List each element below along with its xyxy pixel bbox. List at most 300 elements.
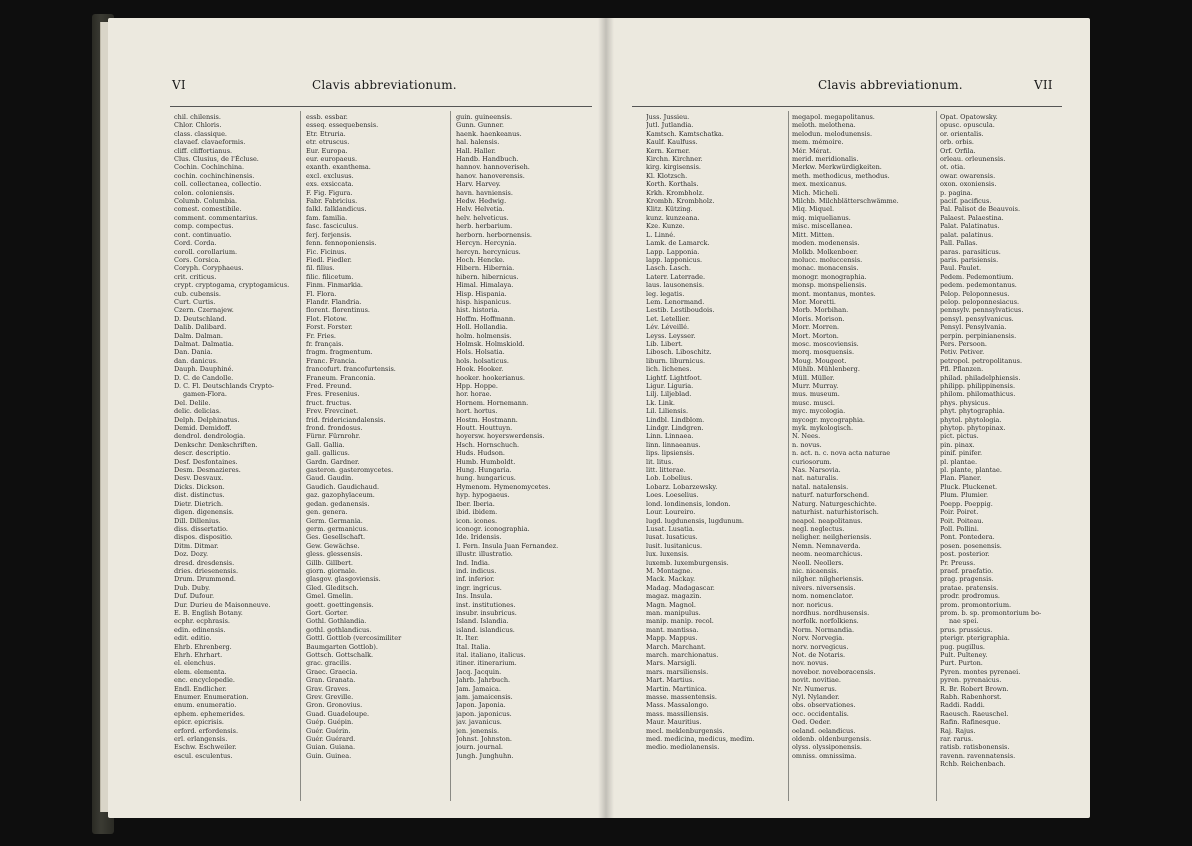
abbreviation-entry: masse. massentensis. (646, 693, 717, 702)
abbreviation-entry: elem. elementa. (174, 667, 227, 676)
abbreviation-entry: Gottl. Gottlob (vercosimiliter (306, 634, 402, 643)
abbreviation-entry: Del. Delile. (174, 398, 211, 407)
abbreviation-entry: Raj. Rajus. (940, 726, 976, 735)
abbreviation-entry: essb. essbar. (306, 113, 348, 121)
abbreviation-entry: ital. italiano, italicus. (456, 651, 526, 659)
abbreviation-entry: fr. français. (306, 339, 344, 348)
abbreviation-entry: gedan. gedanensis. (306, 499, 370, 508)
abbreviation-entry: mont. montanus, montes. (792, 289, 876, 298)
abbreviation-entry: orb. orbis. (940, 138, 974, 147)
abbreviation-entry: Hols. Holsatia. (456, 348, 505, 357)
abbreviation-entry: fam. familia. (306, 213, 348, 222)
abbreviation-entry: Fl. Flora. (306, 289, 337, 298)
abbreviation-entry: Japon. Japonia. (456, 701, 506, 710)
abbreviation-entry: rar. rarus. (940, 735, 974, 744)
abbreviation-entry: medio. mediolanensis. (646, 743, 720, 752)
abbreviation-entry: luxemb. luxemburgensis. (646, 558, 729, 567)
abbreviation-entry: hanov. hanoverensis. (456, 171, 525, 180)
abbreviation-entry: Milchb. Milchblätterschwämme. (792, 197, 899, 206)
abbreviation-entry: I. Fern. Insula Juan Fernandez. (456, 541, 559, 550)
abbreviation-entry: perpin. perpinianensis. (940, 331, 1017, 340)
abbreviation-entry: Ind. India. (456, 558, 490, 567)
abbreviation-entry: francofurt. francofurtensis. (306, 365, 396, 374)
abbreviation-entry: Pluck. Pluckenet. (940, 482, 998, 491)
abbreviation-entry: March. Marchant. (646, 642, 706, 651)
abbreviation-entry: hooker. hookerianus. (456, 373, 525, 382)
abbreviation-entry: Flandr. Flandria. (306, 297, 362, 306)
abbreviation-entry: coroll. corollarium. (174, 247, 238, 256)
abbreviation-entry: orleau. orleunensis. (940, 155, 1006, 164)
abbreviation-entry: colon. coloniensis. (174, 188, 235, 197)
abbreviation-entry: mex. mexicanus. (792, 180, 847, 189)
abbreviation-entry: naturhist. naturhistorisch. (792, 508, 879, 517)
abbreviation-entry: nom. nomenclator. (792, 592, 854, 601)
abbreviation-entry: Hedw. Hedwig. (456, 197, 507, 206)
abbreviation-entry: Lindgr. Lindgren. (646, 424, 704, 433)
abbreviation-entry: N. Nees. (792, 432, 821, 441)
abbreviation-entry: lugd. lugdunensis, lugdunum. (646, 516, 744, 525)
abbreviation-entry: Desv. Desvaux. (174, 474, 224, 483)
abbreviation-entry: pinif. pinifer. (940, 449, 983, 458)
abbreviation-entry: esseq. essequebensis. (306, 121, 379, 130)
abbreviation-entry: Fres. Fresenius. (306, 390, 360, 399)
abbreviation-entry: comment. commentarius. (174, 213, 258, 222)
abbreviation-entry: Madag. Madagascar. (646, 583, 715, 592)
abbreviation-entry: hoyersw. hoyerswerdensis. (456, 432, 545, 441)
abbreviation-entry: Huds. Hudson. (456, 449, 506, 458)
abbreviation-entry: Ditm. Ditmar. (174, 541, 219, 550)
abbreviation-entry: monac. monacensis. (792, 264, 859, 273)
abbreviation-entry: ingr. ingricus. (456, 583, 502, 592)
abbreviation-entry: helv. helveticus. (456, 213, 509, 222)
abbreviation-entry: manip. manip. recol. (646, 617, 714, 626)
abbreviation-entry: Plum. Plumier. (940, 491, 989, 500)
abbreviation-entry: Pal. Palisot de Beauvois. (940, 205, 1021, 214)
abbreviation-entry: Morb. Morbihan. (792, 306, 849, 315)
abbreviation-entry: kunz. kunzeana. (646, 213, 700, 222)
abbreviation-entry: Pelop. Peloponnesus. (940, 289, 1010, 298)
abbreviation-entry: Johnst. Johnston. (456, 735, 512, 744)
abbreviation-entry: Let. Letellier. (646, 314, 691, 323)
abbreviation-entry: Raeusch. Raeuschel. (940, 709, 1009, 718)
abbreviation-entry: Gothl. Gothlandia. (306, 617, 367, 626)
abbreviation-entry: Lobarz. Lobarzewsky. (646, 482, 718, 491)
abbreviation-entry: Fr. Fries. (306, 331, 336, 340)
abbreviation-entry: Moug. Mougeot. (792, 356, 847, 365)
abbreviation-entry: Mack. Mackay. (646, 575, 696, 584)
abbreviation-entry: Opat. Opatowsky. (940, 113, 998, 121)
abbreviation-entry: Lapp. Lapponia. (646, 247, 700, 256)
abbreviation-entry: Mass. Massalongo. (646, 701, 709, 710)
abbreviation-entry: mosc. moscoviensis. (792, 339, 859, 348)
abbreviation-entry: Mars. Marsigli. (646, 659, 697, 668)
abbreviation-entry: Helv. Helvetia. (456, 205, 505, 214)
abbreviation-entry: neom. neomarchicus. (792, 550, 863, 559)
abbreviation-entry: Hisp. Hispania. (456, 289, 507, 298)
abbreviation-entry: Miq. Miquel. (792, 205, 835, 214)
abbreviation-entry: Ges. Gesellschaft. (306, 533, 366, 542)
abbreviation-entry: Dauph. Dauphiné. (174, 365, 234, 374)
left-column-3 (456, 113, 598, 760)
abbreviation-entry: nordhus. nordhusensis. (792, 608, 870, 617)
abbreviation-entry: japon. japonicus. (456, 709, 512, 718)
abbreviation-entry: Laterr. Laterrade. (646, 272, 706, 281)
abbreviation-entry: edin. edinensis. (174, 625, 226, 634)
abbreviation-entry: cliff. cliffortianus. (174, 146, 233, 155)
abbreviation-entry: Jahrb. Jahrbuch. (456, 676, 511, 685)
book-gutter-shadow (598, 18, 614, 818)
abbreviation-entry: chil. chilensis. (174, 113, 221, 121)
abbreviation-entry: gasteron. gasteromycetes. (306, 466, 394, 475)
abbreviation-entry: Oed. Oeder. (792, 718, 832, 727)
abbreviation-entry: naturf. naturforschend. (792, 491, 870, 500)
abbreviation-entry: Dietr. Dietrich. (174, 499, 224, 508)
abbreviation-entry: escul. esculentus. (174, 751, 233, 760)
abbreviation-entry: hannov. hannoveriseh. (456, 163, 530, 172)
abbreviation-entry: Ehrh. Ehrhart. (174, 651, 223, 659)
abbreviation-entry: philom. philomathicus. (940, 390, 1016, 399)
abbreviation-entry: Franc. Francia. (306, 356, 357, 365)
abbreviation-entry: Gron. Gronovius. (306, 701, 363, 710)
abbreviation-entry: clavaef. clavaeformis. (174, 138, 246, 147)
abbreviation-entry: Lem. Lenormand. (646, 297, 705, 306)
abbreviation-entry: ecphr. ecphrasis. (174, 617, 230, 626)
abbreviation-entry: ephem. ephemerides. (174, 709, 245, 718)
abbreviation-entry: posen. posenensis. (940, 541, 1002, 550)
abbreviation-entry: island. islandicus. (456, 625, 515, 634)
abbreviation-entry: pratae. pratensis. (940, 583, 999, 592)
abbreviation-entry: Ligur. Liguria. (646, 382, 694, 390)
abbreviation-entry: Desm. Desmazieres. (174, 466, 241, 475)
abbreviation-entry: Czern. Czernajew. (174, 306, 234, 315)
abbreviation-entry: Clus. Clusius, de l'Écluse. (174, 155, 259, 164)
abbreviation-entry: iconogr. iconographia. (456, 524, 530, 533)
abbreviation-entry: Chlor. Chloris. (174, 121, 222, 130)
abbreviation-entry: pterigr. pterigraphia. (940, 634, 1010, 643)
abbreviation-entry: Martin. Martinica. (646, 684, 707, 693)
abbreviation-entry: Poepp. Poeppig. (940, 499, 993, 508)
abbreviation-entry: D. C. de Candolle. (174, 373, 234, 382)
abbreviation-entry: lapp. lapponicus. (646, 255, 703, 264)
abbreviation-entry: novebor. noveboracensis. (792, 667, 876, 676)
abbreviation-entry: Jungh. Junghuhn. (456, 751, 514, 760)
abbreviation-entry: meth. methodicus, methodus. (792, 171, 890, 180)
abbreviation-entry: philipp. philippinensis. (940, 382, 1016, 390)
abbreviation-entry: Columb. Columbia. (174, 197, 238, 206)
abbreviation-entry: Mart. Martius. (646, 676, 695, 685)
abbreviation-entry: crit. criticus. (174, 272, 217, 281)
abbreviation-entry: Doz. Dozy. (174, 550, 209, 559)
abbreviation-entry: hor. horae. (456, 390, 492, 399)
abbreviation-entry: morq. mosquensis. (792, 348, 855, 357)
abbreviation-entry: Petiv. Petiver. (940, 348, 985, 357)
abbreviation-entry: oldenb. oldenburgensis. (792, 735, 872, 744)
abbreviation-entry: Ital. Italia. (456, 642, 491, 651)
abbreviation-entry: L. Linné. (646, 230, 676, 239)
abbreviation-entry: norv. norvegicus. (792, 642, 849, 651)
abbreviation-entry: n. act. n. c. nova acta naturae (792, 449, 891, 458)
abbreviation-entry: erford. erfordensis. (174, 726, 239, 735)
abbreviation-entry: Mitt. Mitten. (792, 230, 835, 239)
abbreviation-entry: petropol. petropolitanus. (940, 356, 1023, 365)
abbreviation-entry: med. medicina, medicus, medim. (646, 735, 755, 744)
abbreviation-entry: Gunn. Gunner. (456, 121, 504, 130)
abbreviation-entry: goett. goettingensis. (306, 600, 374, 609)
abbreviation-entry: Hoffm. Hoffmann. (456, 314, 516, 323)
right-column-3 (940, 113, 1068, 769)
abbreviation-entry: Hostm. Hostmann. (456, 415, 518, 424)
abbreviation-entry: myk. mykologisch. (792, 424, 854, 433)
abbreviation-entry: mecl. meklenburgensis. (646, 726, 725, 735)
abbreviation-entry: Pult. Pulteney. (940, 651, 988, 659)
abbreviation-entry: Endl. Endlicher. (174, 684, 227, 693)
abbreviation-entry: Paul. Paulet. (940, 264, 982, 273)
abbreviation-entry: Poll. Pollini. (940, 524, 979, 533)
abbreviation-entry: Guér. Guérin. (306, 726, 351, 735)
abbreviation-entry: nivers. niversensis. (792, 583, 856, 592)
abbreviation-entry: mant. mantissa. (646, 625, 699, 634)
abbreviation-entry: Graec. Graecia. (306, 667, 358, 676)
abbreviation-entry: Gew. Gewächse. (306, 541, 360, 550)
abbreviation-entry: Fred. Freund. (306, 382, 352, 390)
abbreviation-entry: lit. litus. (646, 457, 674, 466)
left-column-1 (174, 113, 296, 760)
abbreviation-entry: phyt. phytographia. (940, 407, 1005, 416)
abbreviation-entry: monsp. monspeliensis. (792, 281, 867, 290)
abbreviation-entry: magaz. magazin. (646, 592, 702, 601)
abbreviation-entry: obs. observationes. (792, 701, 856, 710)
abbreviation-entry: dries. driesenensis. (174, 566, 239, 575)
abbreviation-entry: lich. lichenes. (646, 365, 692, 374)
abbreviation-entry: Krombh. Krombholz. (646, 197, 715, 206)
abbreviation-entry: Flot. Flotow. (306, 314, 348, 323)
abbreviation-entry: Gran. Granata. (306, 676, 356, 685)
abbreviation-entry: Eschw. Eschweiler. (174, 743, 237, 752)
abbreviation-entry: pict. pictus. (940, 432, 979, 441)
abbreviation-entry: Frev. Frevcinet. (306, 407, 359, 416)
abbreviation-entry: Guian. Guiana. (306, 743, 356, 752)
abbreviation-entry: Lasch. Lasch. (646, 264, 691, 273)
abbreviation-entry: paris. parisiensis. (940, 255, 999, 264)
abbreviation-entry: negl. neglectus. (792, 524, 845, 533)
abbreviation-entry: Delph. Delphinatus. (174, 415, 240, 424)
abbreviation-entry: havn. havniensis. (456, 188, 513, 197)
abbreviation-entry: Lestib. Lestiboudois. (646, 306, 715, 315)
abbreviation-entry: edit. editio. (174, 634, 212, 643)
abbreviation-entry: Dalib. Dalibard. (174, 323, 227, 332)
abbreviation-entry: coll. collectanea, collectio. (174, 180, 262, 189)
abbreviation-entry: dispos. dispositio. (174, 533, 233, 542)
abbreviation-entry: gamen-Flora. (183, 390, 227, 399)
abbreviation-entry: paras. parasiticus. (940, 247, 1001, 256)
abbreviation-entry: pedem. pedemontanus. (940, 281, 1017, 290)
abbreviation-entry: mycogr. mycographia. (792, 415, 865, 424)
abbreviation-entry: liburn. liburnicus. (646, 356, 706, 365)
abbreviation-entry: Cors. Corsica. (174, 255, 221, 264)
abbreviation-entry: gothl. gothlandicus. (306, 625, 372, 634)
abbreviation-entry: ind. indicus. (456, 566, 497, 575)
abbreviation-entry: man. manipulus. (646, 608, 701, 617)
abbreviation-entry: gaz. gazophylaceum. (306, 491, 375, 500)
abbreviation-entry: Humb. Humboldt. (456, 457, 516, 466)
abbreviation-entry: Denkschr. Denkschriften. (174, 440, 258, 449)
abbreviation-entry: Gottsch. Gottschalk. (306, 651, 374, 659)
abbreviation-entry: Pont. Pontedera. (940, 533, 995, 542)
abbreviation-entry: hisp. hispanicus. (456, 297, 512, 306)
abbreviation-entry: owar. owarensis. (940, 171, 996, 180)
abbreviation-entry: haenk. haenkeanus. (456, 129, 522, 138)
abbreviation-entry: comest. comestibile. (174, 205, 242, 214)
abbreviation-entry: palat. palatinus. (940, 230, 994, 239)
abbreviation-entry: Dur. Durieu de Maisonneuve. (174, 600, 271, 609)
abbreviation-entry: Lour. Loureiro. (646, 508, 696, 517)
abbreviation-entry: hung. hungaricus. (456, 474, 516, 483)
abbreviation-entry: Hoch. Hencke. (456, 255, 505, 264)
abbreviation-entry: Cochin. Cochinchina. (174, 163, 245, 172)
abbreviation-entry: Plan. Planer. (940, 474, 982, 483)
abbreviation-entry: giorn. giornale. (306, 566, 357, 575)
abbreviation-entry: Korth. Korthals. (646, 180, 699, 189)
abbreviation-entry: Jutl. Jutlandia. (646, 121, 694, 130)
abbreviation-entry: lusat. lusaticus. (646, 533, 698, 542)
abbreviation-entry: Linn. Linnaea. (646, 432, 694, 441)
abbreviation-entry: Eur. Europa. (306, 146, 348, 155)
abbreviation-entry: mem. mémoire. (792, 138, 844, 147)
abbreviation-entry: leg. legatis. (646, 289, 685, 298)
abbreviation-entry: Pall. Pallas. (940, 239, 978, 248)
abbreviation-entry: Müll. Müller. (792, 373, 835, 382)
abbreviation-entry: Mühlb. Mühlenberg. (792, 365, 860, 374)
abbreviation-entry: prom. promontorium. (940, 600, 1012, 609)
abbreviation-entry: enc. encyclopedie. (174, 676, 235, 685)
abbreviation-entry: hort. hortus. (456, 407, 498, 416)
abbreviation-entry: crypt. cryptogama, cryptogamicus. (174, 281, 290, 290)
abbreviation-entry: cont. continuatio. (174, 230, 232, 239)
right-column-2 (792, 113, 932, 760)
abbreviation-entry: Lob. Lobelius. (646, 474, 693, 483)
column-divider (936, 111, 937, 801)
abbreviation-entry: Lindbl. Lindblom. (646, 415, 705, 424)
abbreviation-entry: Kern. Kerner. (646, 146, 691, 155)
abbreviation-entry: Hercyn. Hercynia. (456, 239, 517, 248)
abbreviation-entry: Lib. Libert. (646, 339, 683, 348)
abbreviation-entry: herb. herbarium. (456, 222, 513, 231)
abbreviation-entry: Etr. Etruria. (306, 129, 346, 138)
abbreviation-entry: Gled. Gleditsch. (306, 583, 359, 592)
abbreviation-entry: Molkb. Molkenboer. (792, 247, 858, 256)
abbreviation-entry: Hall. Haller. (456, 146, 496, 155)
abbreviation-entry: Baumgarten Gottlob). (306, 642, 378, 651)
abbreviation-entry: pl. plante, plantae. (940, 466, 1002, 475)
abbreviation-entry: el. elenchus. (174, 659, 216, 668)
abbreviation-entry: Gort. Gorter. (306, 608, 349, 617)
abbreviation-entry: Holl. Hollandia. (456, 323, 508, 332)
abbreviation-entry: lux. luxensis. (646, 550, 689, 559)
abbreviation-entry: phytol. phytologia. (940, 415, 1002, 424)
abbreviation-entry: Handb. Handbuch. (456, 155, 519, 164)
abbreviation-entry: monogr. monographia. (792, 272, 867, 281)
abbreviation-entry: megapol. megapolitanus. (792, 113, 875, 121)
abbreviation-entry: Purt. Purton. (940, 659, 983, 668)
abbreviation-entry: class. classique. (174, 129, 228, 138)
abbreviation-entry: illustr. illustratio. (456, 550, 513, 559)
abbreviation-entry: Mort. Morton. (792, 331, 839, 340)
abbreviation-entry: Kze. Kunze. (646, 222, 685, 231)
abbreviation-entry: fil. filius. (306, 264, 335, 273)
abbreviation-entry: Gaudich. Gaudichaud. (306, 482, 380, 491)
abbreviation-entry: pl. plantae. (940, 457, 978, 466)
abbreviation-entry: florent. florentinus. (306, 306, 370, 315)
abbreviation-entry: fasc. fasciculus. (306, 222, 359, 231)
abbreviation-entry: icon. icones. (456, 516, 498, 525)
abbreviation-entry: Morr. Morren. (792, 323, 840, 332)
abbreviation-entry: Nas. Narsovia. (792, 466, 841, 475)
abbreviation-entry: ibid. ibidem. (456, 508, 498, 517)
abbreviation-entry: moden. modenensis. (792, 239, 860, 248)
abbreviation-entry: glasgov. glasgoviensis. (306, 575, 381, 584)
abbreviation-entry: Island. Islandia. (456, 617, 509, 626)
abbreviation-entry: prodr. prodromus. (940, 592, 1000, 601)
abbreviation-entry: nor. noricus. (792, 600, 834, 609)
abbreviation-entry: Hook. Hooker. (456, 365, 504, 374)
abbreviation-entry: ot. otia. (940, 163, 966, 172)
abbreviation-entry: frid. fridericiandalensis. (306, 415, 386, 424)
abbreviation-entry: mus. museum. (792, 390, 840, 399)
abbreviation-entry: jav. javanicus. (456, 718, 502, 727)
abbreviation-entry: descr. descriptio. (174, 449, 231, 458)
abbreviation-entry: Gillb. Gillbert. (306, 558, 353, 567)
abbreviation-entry: Harv. Harvey. (456, 180, 501, 189)
abbreviation-entry: filic. filicetum. (306, 272, 354, 281)
abbreviation-entry: phytop. phytopinax. (940, 424, 1006, 433)
abbreviation-entry: Kaulf. Kaulfuss. (646, 138, 698, 147)
abbreviation-entry: p. pagina. (940, 188, 973, 197)
abbreviation-entry: olyss. olyssiponensis. (792, 743, 862, 752)
abbreviation-entry: merid. meridionalis. (792, 155, 859, 164)
abbreviation-entry: cub. cubensis. (174, 289, 221, 298)
abbreviation-entry: Palaest. Palaestina. (940, 213, 1004, 222)
abbreviation-entry: fenn. fennoponiensis. (306, 239, 377, 248)
abbreviation-entry: Nemn. Nemnaverda. (792, 541, 861, 550)
abbreviation-entry: excl. exclusus. (306, 171, 354, 180)
abbreviation-entry: Demid. Demidoff. (174, 424, 232, 433)
right-header-rule (632, 106, 1062, 107)
abbreviation-entry: epicr. epicrisis. (174, 718, 224, 727)
abbreviation-entry: mass. massiliensis. (646, 709, 709, 718)
abbreviation-entry: linn. linnaeanus. (646, 440, 701, 449)
abbreviation-entry: Drum. Drummond. (174, 575, 236, 584)
abbreviation-entry: Norm. Normandia. (792, 625, 855, 634)
abbreviation-entry: jen. jenensis. (456, 726, 500, 735)
abbreviation-entry: itiner. itinerarium. (456, 659, 517, 668)
abbreviation-entry: M. Montagne. (646, 566, 693, 575)
abbreviation-entry: Dan. Dania. (174, 348, 213, 357)
abbreviation-entry: Leyss. Leysser. (646, 331, 696, 340)
abbreviation-entry: myc. mycologia. (792, 407, 846, 416)
abbreviation-entry: Nyl. Nylander. (792, 693, 840, 702)
abbreviation-entry: Pers. Persoon. (940, 339, 987, 348)
abbreviation-entry: march. marchionatus. (646, 651, 719, 659)
abbreviation-entry: Moris. Morison. (792, 314, 845, 323)
abbreviation-entry: Iber. Iberia. (456, 499, 495, 508)
abbreviation-entry: exanth. exanthema. (306, 163, 371, 172)
abbreviation-entry: frond. frondosus. (306, 424, 363, 433)
abbreviation-entry: Lusat. Lusatia. (646, 524, 695, 533)
abbreviation-entry: Dicks. Dickson. (174, 482, 225, 491)
abbreviation-entry: miq. miquelianus. (792, 213, 851, 222)
abbreviation-entry: hibern. hibernicus. (456, 272, 519, 281)
abbreviation-entry: Pensyl. Pensylvania. (940, 323, 1007, 332)
